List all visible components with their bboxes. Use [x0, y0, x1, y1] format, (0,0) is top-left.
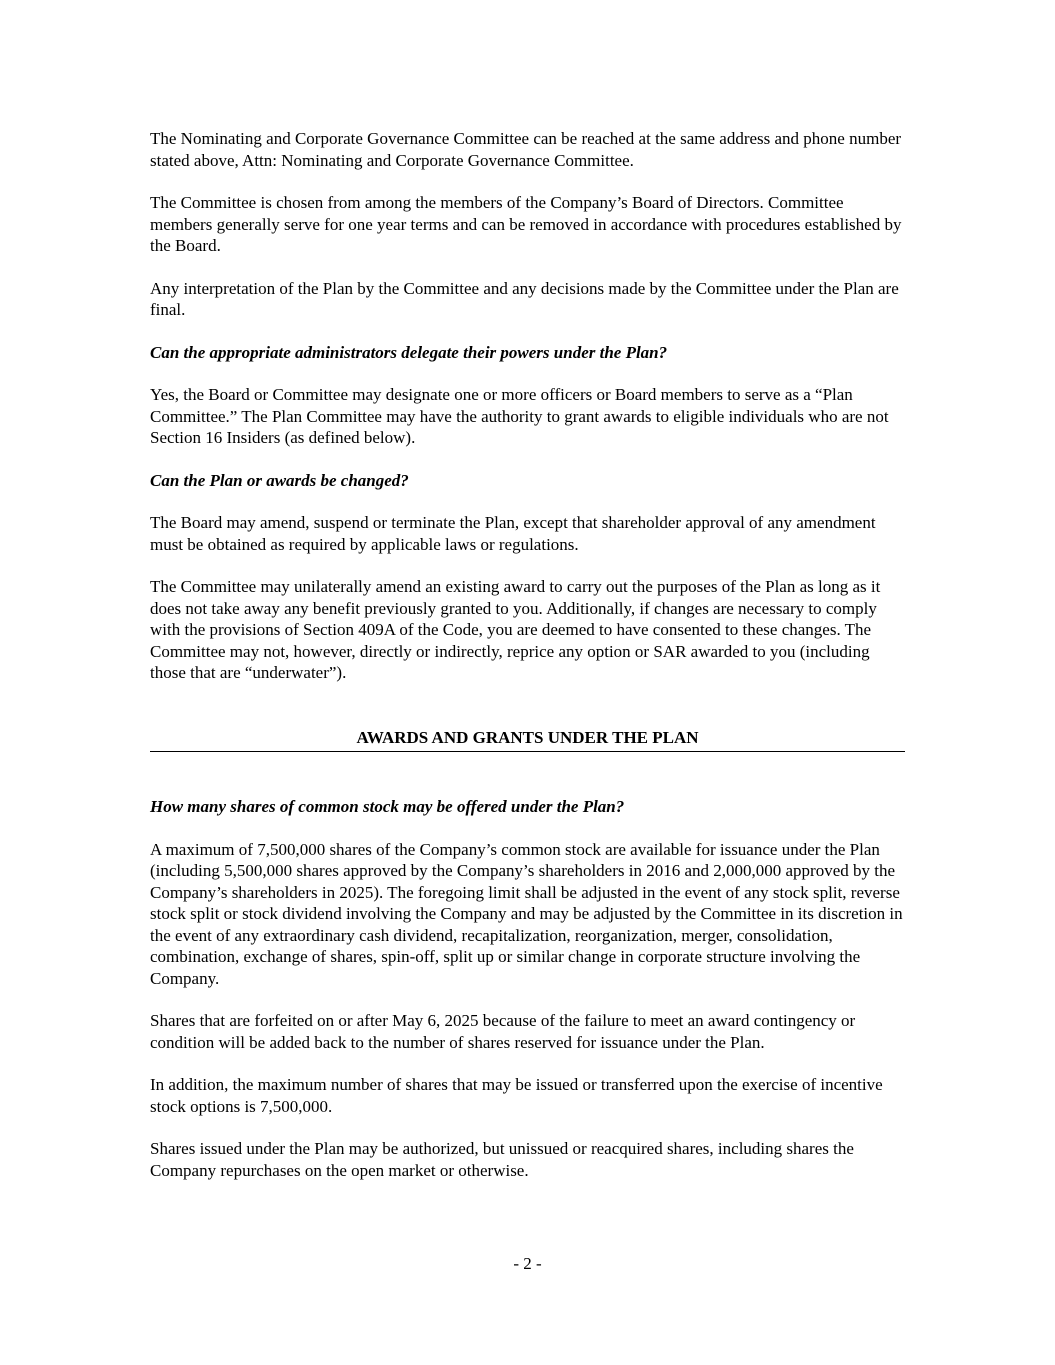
paragraph: Shares issued under the Plan may be authorized, but unissued or reacquired shares, including shares the Company repurchases on the open market or otherwise. [150, 1139, 854, 1180]
paragraph: The Board may amend, suspend or terminate the Plan, except that shareholder approval of any amendment must be obtained as required by applicable laws or regulations. [150, 513, 876, 554]
paragraph: The Nominating and Corporate Governance Committee can be reached at the same address and phone number stated above, Attn: Nominating and Corporate Governance Committee. [150, 129, 902, 170]
section-heading-text: AWARDS AND GRANTS UNDER THE PLAN [356, 727, 699, 747]
section-heading-awards-and-grants [150, 727, 905, 753]
paragraph: Shares that are forfeited on or after May 6, 2025 because of the failure to meet an award contingency or condition will be added back to the number of shares reserved for issuance under the Plan. [150, 1011, 856, 1052]
paragraph: In addition, the maximum number of shares that may be issued or transferred upon the exercise of incentive stock options is 7,500,000. [150, 1075, 883, 1116]
page-number: - 2 - [513, 1254, 542, 1273]
paragraph: Any interpretation of the Plan by the Committee and any decisions made by the Committee under the Plan are final. [150, 278, 899, 319]
question-heading-plan-changed: Can the Plan or awards be changed? [150, 470, 409, 490]
paragraph: A maximum of 7,500,000 shares of the Company’s common stock are available for issuance under the Plan (including 5,500,000 shares approved by the Company’s shareholders in 2016 and 2,000,000 approved by the Company’s shareholders in 2025). The foregoing limit shall be adjusted in the event of any stock split, reverse stock split or stock dividend involving the Company and may be adjusted by the Committee in its discretion in the event of any extraordinary cash dividend, recapitalization, reorganization, merger, consolidation, combination, exchange of shares, spin-off, split up or similar change in corporate structure involving the Company. [150, 839, 903, 988]
paragraph: The Committee may unilaterally amend an existing award to carry out the purposes of the Plan as long as it does not take away any benefit previously granted to you. Additionally, if changes are necessary to comply with the provisions of Section 409A of the Code, you are deemed to have consented to these changes. The Committee may not, however, directly or indirectly, reprice any option or SAR awarded to you (including those that are “underwater”). [150, 577, 881, 682]
question-heading-delegate-powers: Can the appropriate administrators delegate their powers under the Plan? [150, 342, 668, 362]
question-heading-how-many-shares: How many shares of common stock may be offered under the Plan? [150, 797, 625, 816]
paragraph: Yes, the Board or Committee may designate one or more officers or Board members to serve as a “Plan Committee.” The Plan Committee may have the authority to grant awards to eligible individuals who are not Section 16 Insiders (as defined below). [150, 385, 889, 447]
paragraph: The Committee is chosen from among the members of the Company’s Board of Directors. Committee members generally serve for one year terms and can be removed in accordance with procedures established by the Board. [150, 193, 902, 255]
